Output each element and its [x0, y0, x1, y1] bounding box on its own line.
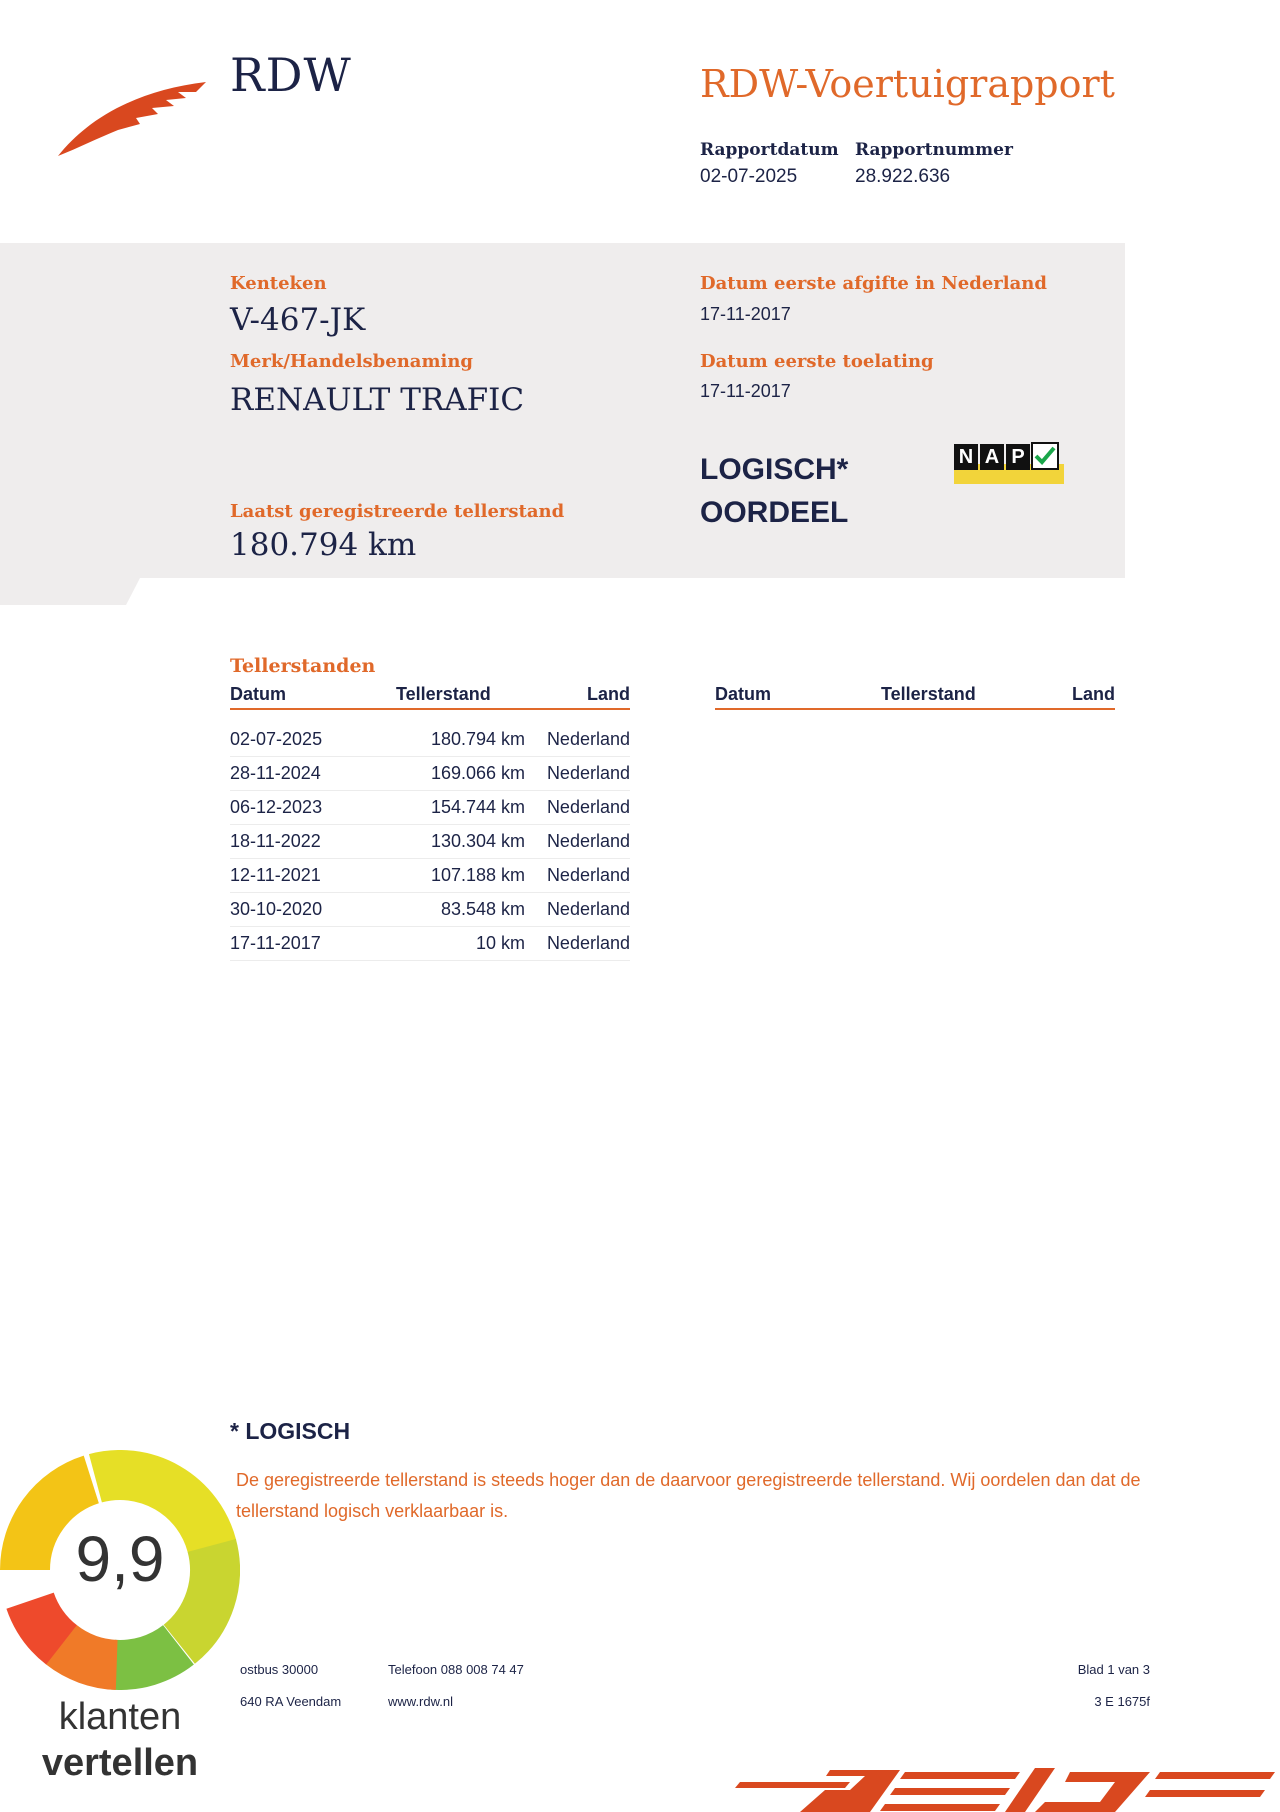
- odometer-label: Laatst geregistreerde tellerstand: [230, 501, 565, 522]
- make-value: RENAULT TRAFIC: [230, 382, 525, 418]
- first-admission-label: Datum eerste toelating: [700, 351, 934, 372]
- check-icon: [1031, 442, 1059, 470]
- rdw-logo-icon: [58, 78, 208, 158]
- nap-letter: N: [954, 444, 978, 470]
- nap-letter: P: [1006, 444, 1030, 470]
- column-header-date: Datum: [230, 684, 287, 704]
- column-header-odometer-2: Tellerstand: [881, 684, 976, 704]
- first-admission-value: 17-11-2017: [700, 381, 791, 401]
- row-date: 18-11-2022: [230, 831, 321, 851]
- table-row: [230, 790, 630, 825]
- row-country: Nederland: [546, 763, 630, 783]
- table-header-rule: [230, 708, 630, 710]
- row-country: Nederland: [546, 797, 630, 817]
- row-country: Nederland: [546, 899, 630, 919]
- verdict-label: LOGISCH*: [700, 453, 849, 486]
- table-header-rule-2: [715, 708, 1115, 710]
- nap-badge-icon: [950, 440, 1064, 486]
- footer-phone: Telefoon 088 008 74 47: [388, 1662, 524, 1677]
- panel-corner: [0, 578, 140, 605]
- column-header-country-2: Land: [1072, 684, 1115, 704]
- row-country: Nederland: [546, 729, 630, 749]
- column-header-odometer: Tellerstand: [396, 684, 491, 704]
- row-odometer: 107.188 km: [430, 865, 525, 885]
- verdict-subtitle: OORDEEL: [700, 496, 849, 529]
- brand-name: RDW: [230, 48, 352, 102]
- footer-page: Blad 1 van 3: [1077, 1662, 1150, 1677]
- column-header-date-2: Datum: [715, 684, 772, 704]
- report-date-label: Rapportdatum: [700, 140, 839, 160]
- table-row: [230, 756, 630, 791]
- odometer-table-title: Tellerstanden: [230, 655, 376, 677]
- row-date: 02-07-2025: [230, 729, 323, 749]
- table-row: [230, 824, 630, 859]
- plate-label: Kenteken: [230, 273, 327, 294]
- row-country: Nederland: [546, 831, 630, 851]
- report-number: 28.922.636: [855, 166, 951, 187]
- nap-letter: A: [980, 444, 1004, 470]
- footer-code: 3 E 1675f: [1094, 1694, 1150, 1709]
- row-odometer: 83.548 km: [440, 899, 525, 919]
- table-row: [230, 892, 630, 927]
- footer-address-line2: 640 RA Veendam: [240, 1694, 342, 1709]
- row-date: 06-12-2023: [230, 797, 323, 817]
- row-country: Nederland: [546, 933, 630, 953]
- row-odometer: 130.304 km: [430, 831, 525, 851]
- decorative-stripes-icon: [730, 1762, 1280, 1812]
- rating-caption-line1: klanten: [58, 1696, 182, 1738]
- footer-website[interactable]: www.rdw.nl: [388, 1694, 454, 1709]
- footnote-title: * LOGISCH: [230, 1418, 351, 1444]
- table-row: [230, 858, 630, 893]
- first-issue-label: Datum eerste afgifte in Nederland: [700, 273, 1047, 294]
- rating-score: 9,9: [75, 1523, 165, 1595]
- row-odometer: 10 km: [475, 933, 525, 953]
- row-date: 28-11-2024: [230, 763, 321, 783]
- row-date: 17-11-2017: [230, 933, 321, 953]
- make-label: Merk/Handelsbenaming: [230, 351, 474, 372]
- row-odometer: 180.794 km: [430, 729, 525, 749]
- table-row: [230, 722, 630, 757]
- row-date: 30-10-2020: [230, 899, 323, 919]
- row-date: 12-11-2021: [230, 865, 321, 885]
- footnote-body: De geregistreerde tellerstand is steeds hoger dan de daarvoor geregistreerde tellerstand. Wij oordelen dan dat de tellerstand logisch verklaarbaar is.: [236, 1470, 1141, 1521]
- row-odometer: 154.744 km: [430, 797, 525, 817]
- report-title: RDW-Voertuigrapport: [700, 62, 1115, 106]
- row-country: Nederland: [546, 865, 630, 885]
- column-header-country: Land: [587, 684, 630, 704]
- first-issue-value: 17-11-2017: [700, 304, 791, 324]
- rating-caption-line2: vertellen: [41, 1742, 199, 1784]
- report-date: 02-07-2025: [700, 166, 798, 187]
- row-odometer: 169.066 km: [430, 763, 525, 783]
- footer-address-line1: ostbus 30000: [240, 1662, 319, 1677]
- odometer-value: 180.794 km: [230, 527, 417, 563]
- report-number-label: Rapportnummer: [855, 140, 1013, 160]
- plate-value: V-467-JK: [230, 302, 366, 338]
- table-row: [230, 926, 630, 961]
